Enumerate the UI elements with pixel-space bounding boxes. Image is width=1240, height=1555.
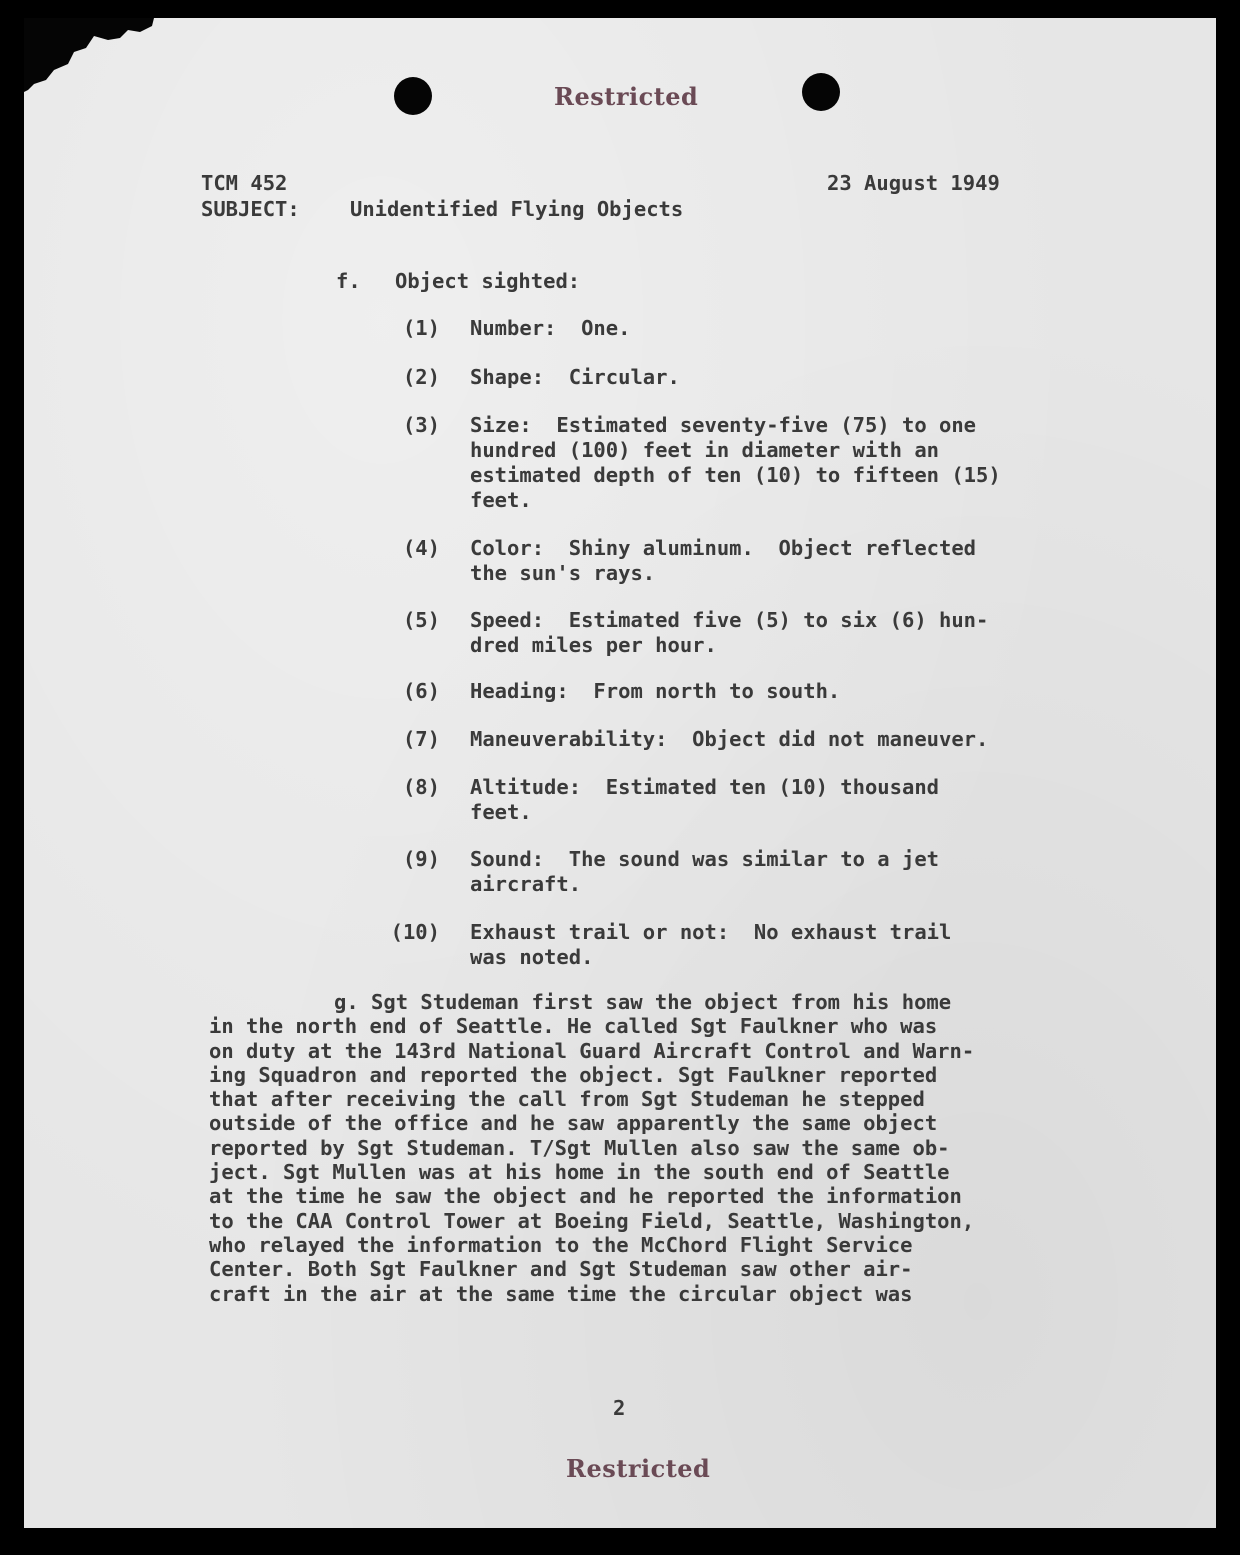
punch-hole-right xyxy=(802,73,840,111)
punch-hole-left xyxy=(394,77,432,115)
item-text: Shape: Circular. xyxy=(470,365,680,389)
item-number: (3) xyxy=(402,413,440,437)
restricted-stamp-bottom: Restricted xyxy=(566,1454,711,1483)
item-number: (4) xyxy=(402,536,440,560)
restricted-stamp-top: Restricted xyxy=(554,82,699,111)
item-text: Altitude: Estimated ten (10) thousand feet. xyxy=(470,775,939,824)
section-f-label: f. xyxy=(336,269,361,293)
torn-corner xyxy=(24,18,154,98)
item-number: (8) xyxy=(402,775,440,799)
item-text: Heading: From north to south. xyxy=(470,679,841,703)
item-number: (10) xyxy=(390,920,440,944)
reference-number: TCM 452 xyxy=(201,171,288,195)
item-number: (6) xyxy=(402,679,440,703)
item-number: (9) xyxy=(402,847,440,871)
item-text: Maneuverability: Object did not maneuver. xyxy=(470,727,989,751)
item-number: (2) xyxy=(402,365,440,389)
item-number: (1) xyxy=(402,316,440,340)
item-number: (7) xyxy=(402,727,440,751)
item-text: Sound: The sound was similar to a jet aircraft. xyxy=(470,847,939,896)
subject-text: Unidentified Flying Objects xyxy=(350,197,684,221)
document-date: 23 August 1949 xyxy=(827,171,1000,195)
item-number: (5) xyxy=(402,608,440,632)
item-text: Speed: Estimated five (5) to six (6) hun- dred miles per hour. xyxy=(470,608,989,657)
item-text: Exhaust trail or not: No exhaust trail was noted. xyxy=(470,920,952,969)
item-text: Number: One. xyxy=(470,316,631,340)
item-text: Size: Estimated seventy-five (75) to one hundred (100) feet in diameter with an estimated depth of ten (10) to fifteen (15) feet. xyxy=(470,413,1001,512)
section-f-heading: Object sighted: xyxy=(395,269,581,293)
section-g-paragraph: g. Sgt Studeman first saw the object from his home in the north end of Seattle. He called Sgt Faulkner who was on duty at the 143rd National Guard Aircraft Control and Warn- ing Squadron and reported the object. Sgt Faulkner reported that after receiving the call from Sgt Studeman he stepped outside of the office and he saw apparently the same object reported by Sgt Studeman. T/Sgt Mullen also saw the same ob- ject. Sgt Mullen was at his home in the south end of Seattle at the time he saw the object and he reported the information to the CAA Control Tower at Boeing Field, Seattle, Washington, who relayed the information to the McChord Flight Service Center. Both Sgt Faulkner and Sgt Studeman saw other air- craft in the air at the same time the circular object was xyxy=(209,990,975,1306)
page-number: 2 xyxy=(613,1396,626,1420)
document-page xyxy=(24,18,1216,1528)
item-text: Color: Shiny aluminum. Object reflected the sun's rays. xyxy=(470,536,977,585)
subject-label: SUBJECT: xyxy=(201,197,300,221)
